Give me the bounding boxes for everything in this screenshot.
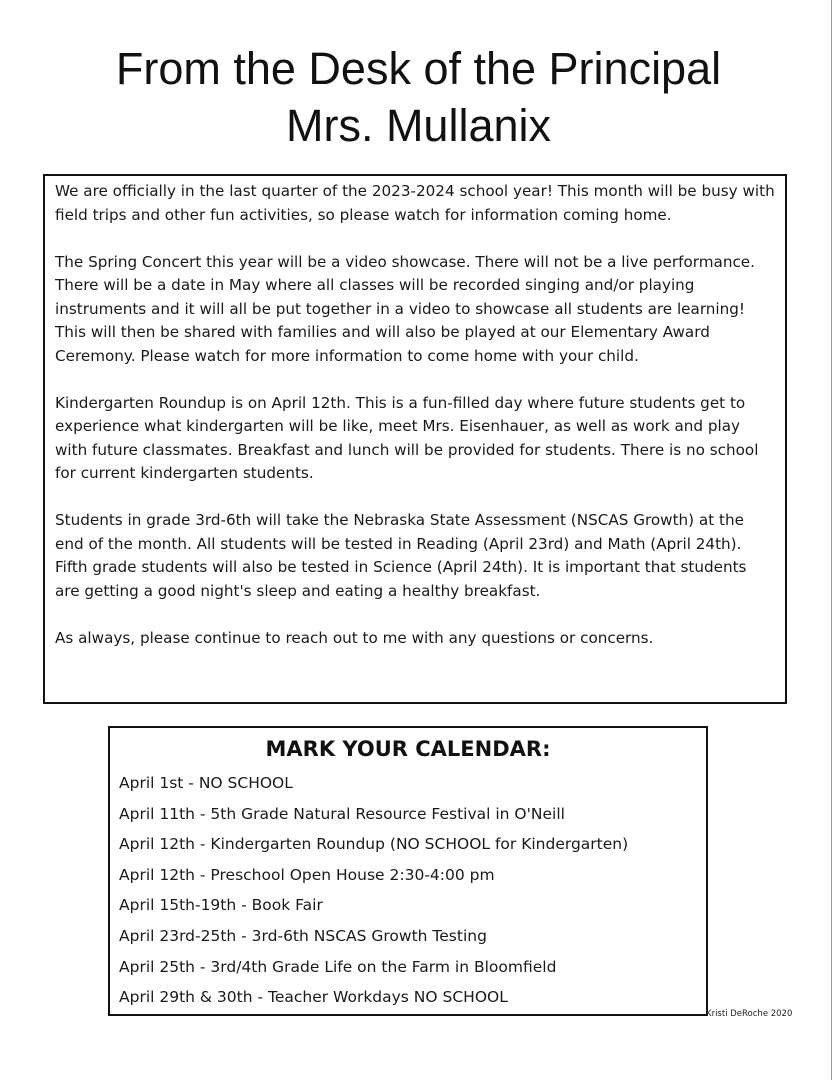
calendar-heading: MARK YOUR CALENDAR: — [265, 737, 551, 761]
calendar-item: April 15th-19th - Book Fair — [119, 896, 323, 915]
letter-paragraph-2: The Spring Concert this year will be a video showcase. There will not be a live performance. There will be a date in May where all classes will be recorded singing and/or playing instruments and it will all be put together in a video to showcase all students are learning! This will then be shared with families and will also be played at our Elementary Award Ceremony. Please watch for more information to come home with your child. — [55, 252, 755, 365]
calendar-list — [119, 768, 697, 1013]
page-title — [0, 40, 837, 154]
calendar-item: April 11th - 5th Grade Natural Resource Festival in O'Neill — [119, 804, 565, 823]
title-line-1: From the Desk of the Principal — [115, 43, 722, 94]
calendar-item: April 25th - 3rd/4th Grade Life on the Farm in Bloomfield — [119, 957, 557, 976]
scan-edge-line — [831, 0, 832, 1080]
designer-credit: Kristi DeRoche 2020 — [706, 1009, 793, 1019]
letter-paragraph-4: Students in grade 3rd-6th will take the Nebraska State Assessment (NSCAS Growth) at the end of the month. All students will be tested in Reading (April 23rd) and Math (April 24th). Fifth grade students will also be tested in Science (April 24th). It is important that students are getting a good night's sleep and eating a healthy breakfast. — [55, 511, 747, 600]
calendar-item: April 1st - NO SCHOOL — [119, 774, 293, 792]
letter-paragraph-5: As always, please continue to reach out to me with any questions or concerns. — [55, 628, 654, 647]
letter-paragraph-1: We are officially in the last quarter of the 2023-2024 school year! This month will be busy with field trips and other fun activities, so please watch for information coming home. — [55, 182, 775, 224]
title-line-2: Mrs. Mullanix — [285, 100, 552, 151]
calendar-item: April 23rd-25th - 3rd-6th NSCAS Growth Testing — [119, 926, 487, 945]
calendar-item: April 12th - Preschool Open House 2:30-4:00 pm — [119, 865, 495, 884]
calendar-box — [108, 726, 708, 1016]
calendar-item: April 12th - Kindergarten Roundup (NO SCHOOL for Kindergarten) — [119, 835, 629, 854]
principal-letter-box — [43, 174, 787, 704]
calendar-item: April 29th & 30th - Teacher Workdays NO SCHOOL — [119, 988, 508, 1007]
letter-paragraph-3: Kindergarten Roundup is on April 12th. This is a fun-filled day where future students get to experience what kindergarten will be like, meet Mrs. Eisenhauer, as well as work and play with future classmates. Breakfast and lunch will be provided for students. There is no school for current kindergarten students. — [55, 393, 759, 482]
